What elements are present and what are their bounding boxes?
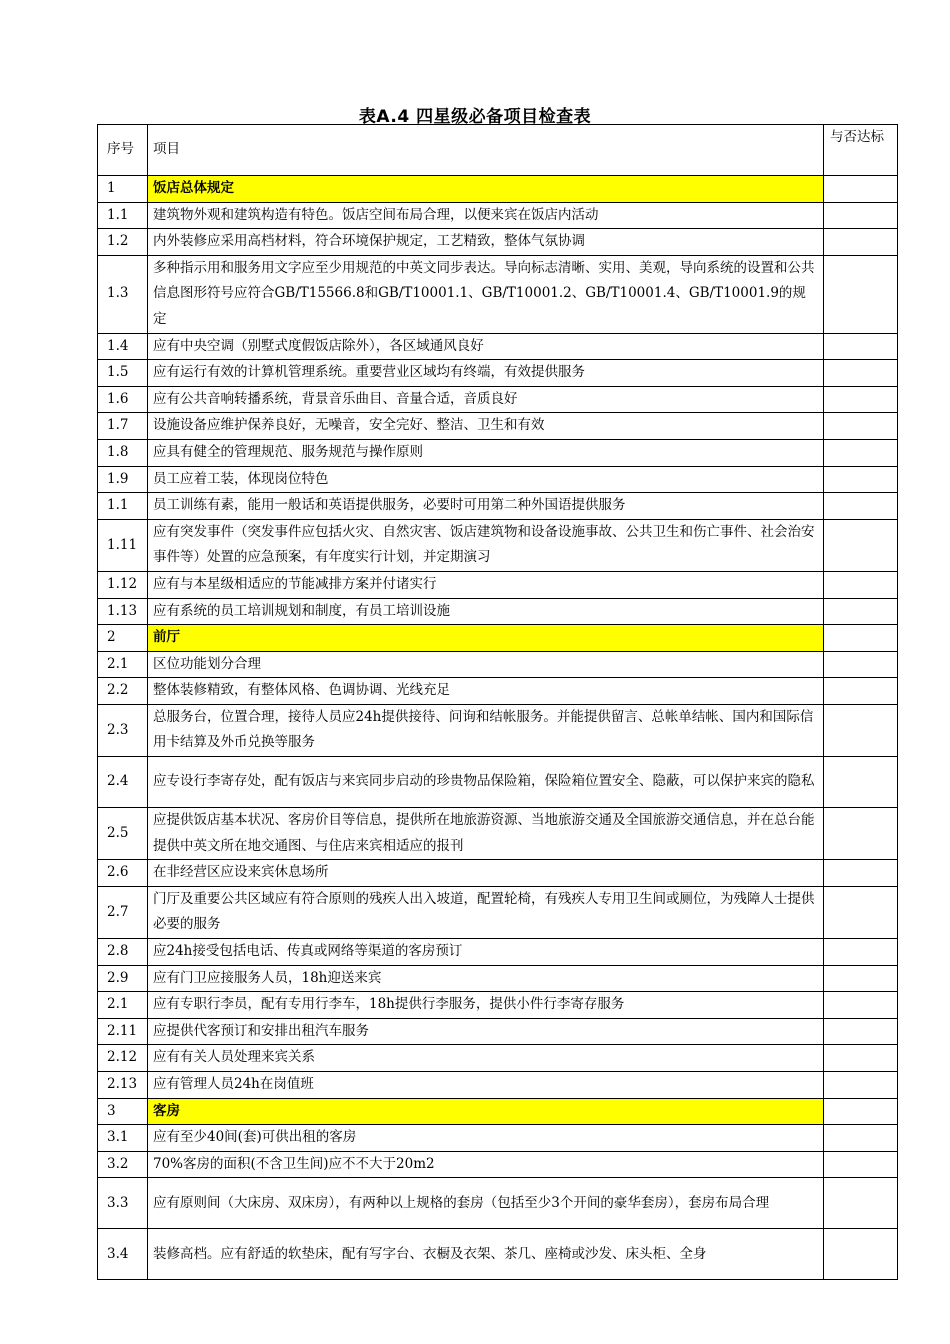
row-text: 区位功能划分合理 <box>148 651 824 678</box>
row-number: 2.5 <box>98 808 148 860</box>
check-cell[interactable] <box>824 1072 898 1099</box>
table-row <box>98 678 898 705</box>
row-text: 应有原则间（大床房、双床房），有两种以上规格的套房（包括至少3个开间的豪华套房），套房布局合理 <box>148 1178 824 1229</box>
row-number: 3.3 <box>98 1178 148 1229</box>
row-number: 3.2 <box>98 1151 148 1178</box>
row-number: 1.11 <box>98 519 148 571</box>
check-cell[interactable] <box>824 598 898 625</box>
row-text: 应24h接受包括电话、传真或网络等渠道的客房预订 <box>148 939 824 966</box>
row-number: 2.12 <box>98 1045 148 1072</box>
table-row <box>98 1151 898 1178</box>
row-number: 1 <box>98 176 148 203</box>
row-number: 1.4 <box>98 333 148 360</box>
check-cell[interactable] <box>824 360 898 387</box>
check-cell[interactable] <box>824 571 898 598</box>
check-cell[interactable] <box>824 413 898 440</box>
row-text: 应提供饭店基本状况、客房价目等信息，提供所在地旅游资源、当地旅游交通及全国旅游交通信息，并在总台能提供中英文所在地交通图、与住店来宾相适应的报刊 <box>148 808 824 860</box>
check-cell[interactable] <box>824 757 898 808</box>
row-text: 设施设备应维护保养良好，无噪音，安全完好、整洁、卫生和有效 <box>148 413 824 440</box>
row-text: 应有突发事件（突发事件应包括火灾、自然灾害、饭店建筑物和设备设施事故、公共卫生和伤亡事件、社会治安事件等）处置的应急预案，有年度实行计划，并定期演习 <box>148 519 824 571</box>
row-number: 2.11 <box>98 1018 148 1045</box>
check-cell[interactable] <box>824 965 898 992</box>
row-number: 2.3 <box>98 704 148 756</box>
table-row <box>98 757 898 808</box>
table-row <box>98 202 898 229</box>
section-row <box>98 1098 898 1125</box>
table-row <box>98 439 898 466</box>
header-no: 序号 <box>98 125 148 176</box>
table-row <box>98 886 898 938</box>
header-item: 项目 <box>148 125 824 176</box>
check-cell[interactable] <box>824 1098 898 1125</box>
check-cell[interactable] <box>824 202 898 229</box>
check-cell[interactable] <box>824 1151 898 1178</box>
row-text: 内外装修应采用高档材料，符合环境保护规定，工艺精致，整体气氛协调 <box>148 229 824 256</box>
row-number: 2.13 <box>98 1072 148 1099</box>
row-text: 应具有健全的管理规范、服务规范与操作原则 <box>148 439 824 466</box>
check-cell[interactable] <box>824 625 898 652</box>
row-text: 多种指示用和服务用文字应至少用规范的中英文同步表达。导向标志清晰、实用、美观，导向系统的设置和公共信息图形符号应符合GB/T15566.8和GB/T10001.1、GB/T10001.2、GB/T10001.4、GB/T10001.9的规定 <box>148 255 824 333</box>
section-title: 客房 <box>148 1098 824 1125</box>
table-row <box>98 571 898 598</box>
row-text: 70%客房的面积(不含卫生间)应不不大于20m2 <box>148 1151 824 1178</box>
row-text: 应专设行李寄存处，配有饭店与来宾同步启动的珍贵物品保险箱，保险箱位置安全、隐蔽，可以保护来宾的隐私 <box>148 757 824 808</box>
row-number: 3 <box>98 1098 148 1125</box>
row-number: 2.4 <box>98 757 148 808</box>
check-cell[interactable] <box>824 493 898 520</box>
section-row <box>98 176 898 203</box>
row-text: 应有与本星级相适应的节能减排方案并付诸实行 <box>148 571 824 598</box>
check-cell[interactable] <box>824 439 898 466</box>
table-row <box>98 493 898 520</box>
section-row <box>98 625 898 652</box>
table-row <box>98 255 898 333</box>
row-number: 2.1 <box>98 651 148 678</box>
row-number: 1.12 <box>98 571 148 598</box>
row-text: 整体装修精致，有整体风格、色调协调、光线充足 <box>148 678 824 705</box>
table-row <box>98 1018 898 1045</box>
row-number: 1.7 <box>98 413 148 440</box>
check-cell[interactable] <box>824 386 898 413</box>
check-cell[interactable] <box>824 860 898 887</box>
table-row <box>98 1045 898 1072</box>
row-number: 2.6 <box>98 860 148 887</box>
row-number: 2.7 <box>98 886 148 938</box>
checklist-table <box>97 124 898 1280</box>
check-cell[interactable] <box>824 176 898 203</box>
row-text: 建筑物外观和建筑构造有特色。饭店空间布局合理，以便来宾在饭店内活动 <box>148 202 824 229</box>
check-cell[interactable] <box>824 678 898 705</box>
row-number: 1.1 <box>98 493 148 520</box>
row-text: 应有运行有效的计算机管理系统。重要营业区域均有终端，有效提供服务 <box>148 360 824 387</box>
table-row <box>98 413 898 440</box>
check-cell[interactable] <box>824 466 898 493</box>
table-row <box>98 860 898 887</box>
row-number: 1.1 <box>98 202 148 229</box>
row-text: 员工应着工装，体现岗位特色 <box>148 466 824 493</box>
check-cell[interactable] <box>824 1178 898 1229</box>
table-row <box>98 1125 898 1152</box>
check-cell[interactable] <box>824 886 898 938</box>
section-title: 前厅 <box>148 625 824 652</box>
row-text: 在非经营区应设来宾休息场所 <box>148 860 824 887</box>
table-row <box>98 704 898 756</box>
row-number: 1.8 <box>98 439 148 466</box>
check-cell[interactable] <box>824 651 898 678</box>
header-check: 与否达标 <box>824 125 898 176</box>
table-row <box>98 992 898 1019</box>
table-row <box>98 466 898 493</box>
row-text: 应有管理人员24h在岗值班 <box>148 1072 824 1099</box>
table-row <box>98 939 898 966</box>
table-row <box>98 598 898 625</box>
row-number: 1.2 <box>98 229 148 256</box>
check-cell[interactable] <box>824 808 898 860</box>
page-title: 表A.4 四星级必备项目检查表 <box>358 107 592 127</box>
section-title: 饭店总体规定 <box>148 176 824 203</box>
row-number: 2.1 <box>98 992 148 1019</box>
check-cell[interactable] <box>824 992 898 1019</box>
table-row <box>98 651 898 678</box>
table-header-row <box>98 125 898 176</box>
row-number: 3.1 <box>98 1125 148 1152</box>
table-row <box>98 386 898 413</box>
row-text: 应有公共音响转播系统，背景音乐曲目、音量合适，音质良好 <box>148 386 824 413</box>
row-number: 1.13 <box>98 598 148 625</box>
table-row <box>98 1178 898 1229</box>
check-cell[interactable] <box>824 704 898 756</box>
row-text: 应有门卫应接服务人员，18h迎送来宾 <box>148 965 824 992</box>
row-text: 门厅及重要公共区域应有符合原则的残疾人出入坡道，配置轮椅，有残疾人专用卫生间或厕位，为残障人士提供必要的服务 <box>148 886 824 938</box>
row-number: 2.8 <box>98 939 148 966</box>
check-cell[interactable] <box>824 1018 898 1045</box>
row-number: 2.9 <box>98 965 148 992</box>
row-text: 装修高档。应有舒适的软垫床，配有写字台、衣橱及衣架、茶几、座椅或沙发、床头柜、全身 <box>148 1229 824 1280</box>
check-cell[interactable] <box>824 519 898 571</box>
table-row <box>98 1229 898 1280</box>
row-text: 应有有关人员处理来宾关系 <box>148 1045 824 1072</box>
check-cell[interactable] <box>824 229 898 256</box>
check-cell[interactable] <box>824 1229 898 1280</box>
check-cell[interactable] <box>824 1125 898 1152</box>
table-row <box>98 808 898 860</box>
table-row <box>98 360 898 387</box>
check-cell[interactable] <box>824 255 898 333</box>
table-row <box>98 229 898 256</box>
row-number: 3.4 <box>98 1229 148 1280</box>
check-cell[interactable] <box>824 1045 898 1072</box>
table-row <box>98 333 898 360</box>
check-cell[interactable] <box>824 939 898 966</box>
row-number: 2.2 <box>98 678 148 705</box>
row-text: 应有至少40间(套)可供出租的客房 <box>148 1125 824 1152</box>
row-text: 应提供代客预订和安排出租汽车服务 <box>148 1018 824 1045</box>
row-text: 总服务台，位置合理，接待人员应24h提供接待、问询和结帐服务。并能提供留言、总帐单结帐、国内和国际信用卡结算及外币兑换等服务 <box>148 704 824 756</box>
table-row <box>98 519 898 571</box>
row-number: 1.3 <box>98 255 148 333</box>
row-number: 1.6 <box>98 386 148 413</box>
row-text: 员工训练有素，能用一般话和英语提供服务，必要时可用第二种外国语提供服务 <box>148 493 824 520</box>
table-row <box>98 1072 898 1099</box>
row-number: 2 <box>98 625 148 652</box>
table-row <box>98 965 898 992</box>
row-text: 应有中央空调（别墅式度假饭店除外），各区域通风良好 <box>148 333 824 360</box>
row-text: 应有系统的员工培训规划和制度，有员工培训设施 <box>148 598 824 625</box>
row-number: 1.5 <box>98 360 148 387</box>
row-text: 应有专职行李员，配有专用行李车，18h提供行李服务，提供小件行李寄存服务 <box>148 992 824 1019</box>
row-number: 1.9 <box>98 466 148 493</box>
check-cell[interactable] <box>824 333 898 360</box>
